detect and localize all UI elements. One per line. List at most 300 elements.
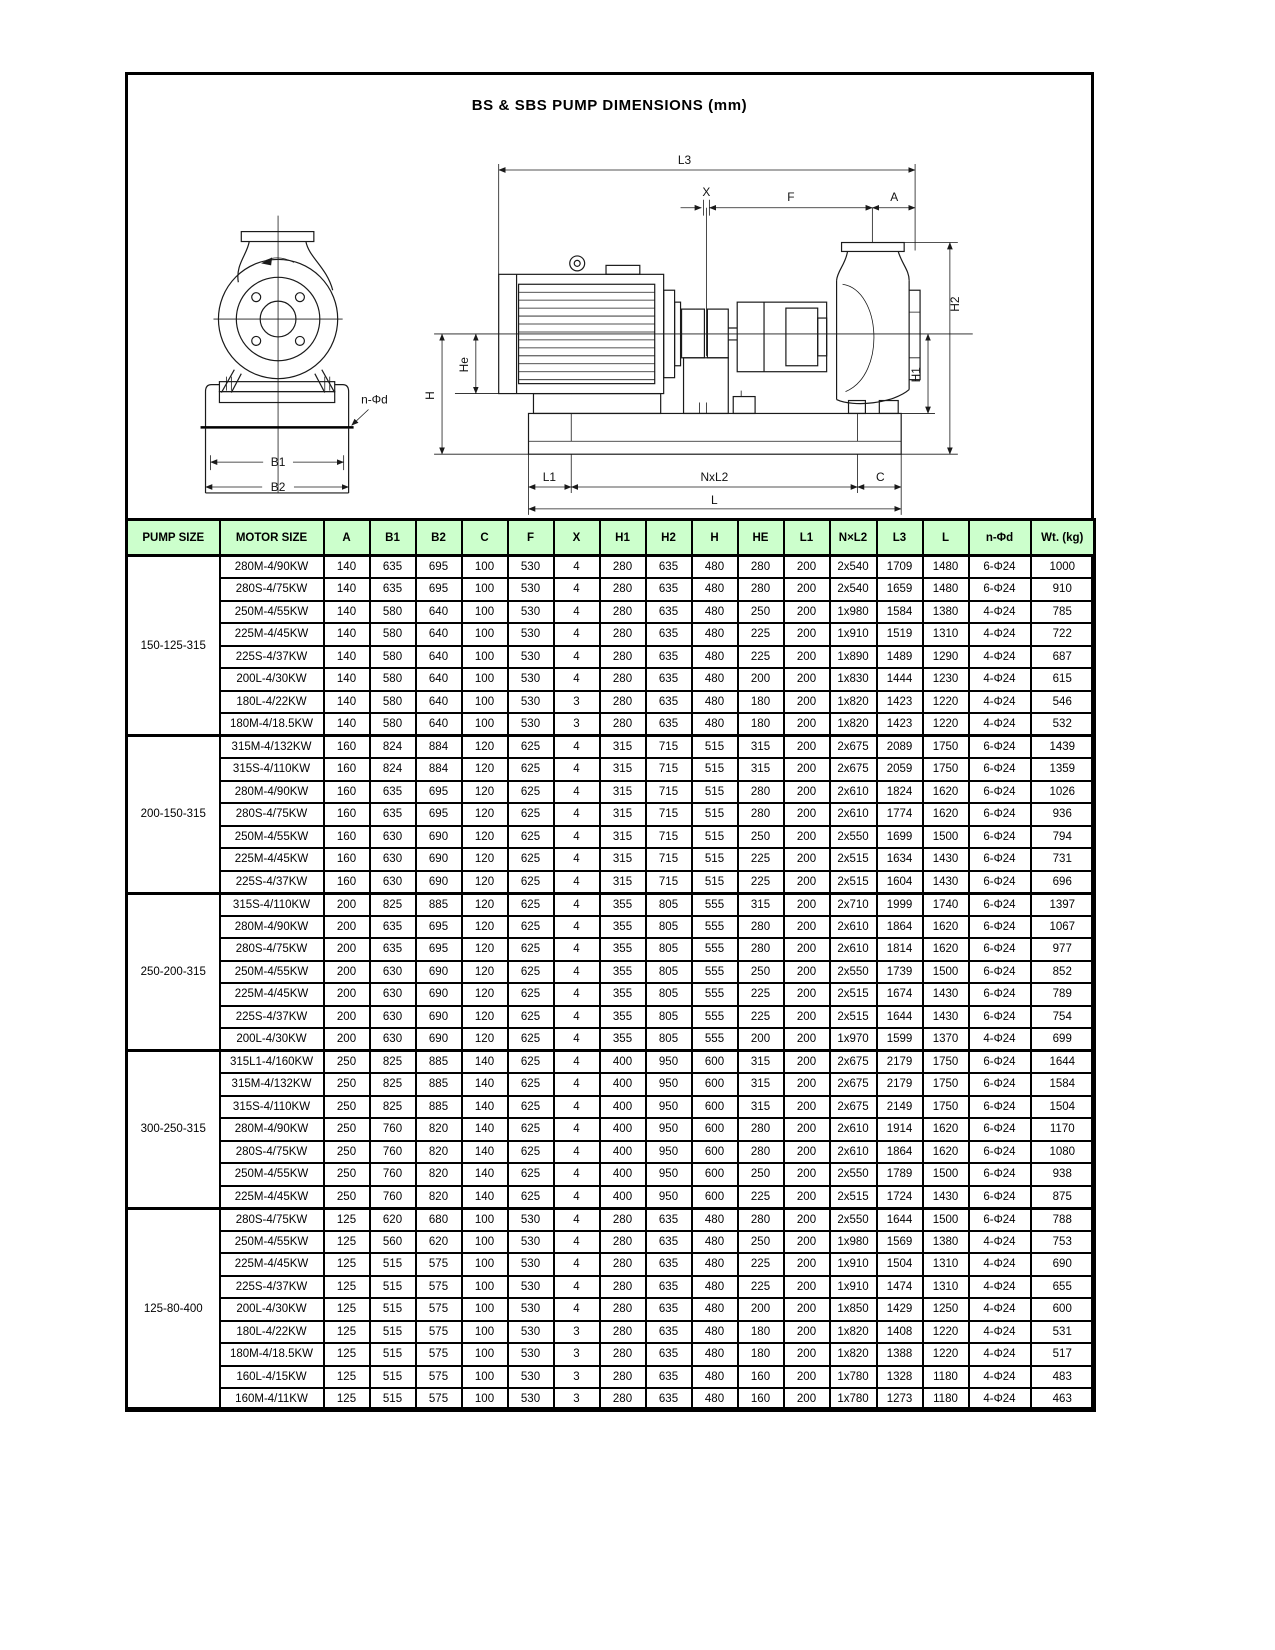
dim-value-cell: 625 [508,893,554,916]
dim-value-cell: 530 [508,601,554,624]
dim-value-cell: 315 [600,736,646,759]
dim-value-cell: 4-Φ24 [969,1388,1031,1411]
dim-value-cell: 6-Φ24 [969,848,1031,871]
dim-value-cell: 125 [324,1253,370,1276]
dim-value-cell: 805 [646,961,692,984]
motor-size-cell: 250M-4/55KW [220,601,324,624]
dim-value-cell: 1180 [923,1366,969,1389]
motor-size-cell: 280S-4/75KW [220,938,324,961]
dim-value-cell: 480 [692,1366,738,1389]
dim-value-cell: 200 [784,713,830,736]
dim-value-cell: 1359 [1031,758,1095,781]
dim-value-cell: 635 [646,1276,692,1299]
dim-value-cell: 1230 [923,668,969,691]
dim-value-cell: 722 [1031,623,1095,646]
dim-value-cell: 200 [784,1118,830,1141]
dim-value-cell: 805 [646,938,692,961]
dim-value-cell: 225 [738,1006,784,1029]
dim-value-cell: 100 [462,1298,508,1321]
column-header: n-Φd [969,520,1031,556]
dim-value-cell: 280 [738,556,784,579]
dim-value-cell: 4-Φ24 [969,1253,1031,1276]
dim-value-cell: 635 [646,713,692,736]
dim-value-cell: 715 [646,736,692,759]
table-row [127,1276,1095,1299]
dim-value-cell: 615 [1031,668,1095,691]
dim-value-cell: 200 [784,871,830,894]
dim-value-cell: 910 [1031,578,1095,601]
dim-value-cell: 754 [1031,1006,1095,1029]
dim-value-cell: 1220 [923,691,969,714]
dim-value-cell: 200 [784,1343,830,1366]
dim-value-cell: 160 [738,1366,784,1389]
dim-value-cell: 120 [462,736,508,759]
dim-value-cell: 140 [324,691,370,714]
dim-value-cell: 200 [784,1366,830,1389]
dim-value-cell: 1290 [923,646,969,669]
dim-value-cell: 3 [554,713,600,736]
dim-label-h1: H1 [909,367,924,383]
dim-value-cell: 1620 [923,938,969,961]
motor-size-cell: 250M-4/55KW [220,1163,324,1186]
motor-size-cell: 225M-4/45KW [220,1186,324,1209]
table-row [127,1366,1095,1389]
dim-value-cell: 635 [646,578,692,601]
dim-value-cell: 160 [324,848,370,871]
dim-value-cell: 2x550 [830,1208,877,1231]
dim-value-cell: 160 [324,781,370,804]
dim-value-cell: 400 [600,1186,646,1209]
dim-value-cell: 480 [692,668,738,691]
dim-value-cell: 715 [646,803,692,826]
dim-value-cell: 699 [1031,1028,1095,1051]
dim-value-cell: 4 [554,803,600,826]
dim-value-cell: 315 [600,803,646,826]
dim-value-cell: 140 [324,646,370,669]
dim-value-cell: 480 [692,623,738,646]
dim-label-c: C [876,470,885,485]
dim-value-cell: 225 [738,871,784,894]
dim-value-cell: 1408 [877,1321,923,1344]
dim-value-cell: 635 [370,803,416,826]
dim-value-cell: 1674 [877,983,923,1006]
dim-value-cell: 1328 [877,1366,923,1389]
dim-value-cell: 315 [738,736,784,759]
motor-size-cell: 225M-4/45KW [220,1253,324,1276]
dim-value-cell: 2x515 [830,983,877,1006]
dim-value-cell: 355 [600,1028,646,1051]
dim-value-cell: 1273 [877,1388,923,1411]
dim-value-cell: 760 [370,1186,416,1209]
dim-value-cell: 225 [738,1253,784,1276]
dim-value-cell: 200 [784,758,830,781]
motor-size-cell: 280M-4/90KW [220,556,324,579]
dim-label-he: He [456,357,471,373]
dim-value-cell: 225 [738,646,784,669]
dim-value-cell: 530 [508,1276,554,1299]
dim-value-cell: 2x610 [830,916,877,939]
dim-value-cell: 1x910 [830,1276,877,1299]
dim-value-cell: 280 [600,556,646,579]
dim-value-cell: 690 [416,1028,462,1051]
dim-value-cell: 280 [600,1231,646,1254]
dim-value-cell: 480 [692,713,738,736]
dim-value-cell: 140 [324,623,370,646]
dim-value-cell: 2149 [877,1096,923,1119]
dim-value-cell: 483 [1031,1366,1095,1389]
table-row [127,1388,1095,1411]
dim-label-x: X [702,184,711,199]
dim-value-cell: 480 [692,601,738,624]
dim-value-cell: 825 [370,1096,416,1119]
dim-value-cell: 315 [600,758,646,781]
table-row [127,826,1095,849]
dim-value-cell: 696 [1031,871,1095,894]
dim-value-cell: 625 [508,758,554,781]
dim-value-cell: 600 [692,1186,738,1209]
dim-value-cell: 805 [646,1028,692,1051]
dim-value-cell: 4 [554,1006,600,1029]
dim-value-cell: 480 [692,1298,738,1321]
column-header: C [462,520,508,556]
dim-value-cell: 2x675 [830,736,877,759]
dim-value-cell: 280 [738,1118,784,1141]
table-row [127,1163,1095,1186]
dim-value-cell: 463 [1031,1388,1095,1411]
motor-size-cell: 315L1-4/160KW [220,1051,324,1074]
dim-value-cell: 1620 [923,803,969,826]
dim-value-cell: 635 [646,623,692,646]
dim-value-cell: 120 [462,1006,508,1029]
dim-value-cell: 530 [508,1388,554,1411]
dim-value-cell: 280 [600,1298,646,1321]
dim-value-cell: 355 [600,1006,646,1029]
dim-value-cell: 625 [508,1096,554,1119]
dim-value-cell: 250 [738,1231,784,1254]
dim-value-cell: 315 [738,1096,784,1119]
dim-value-cell: 625 [508,803,554,826]
dim-value-cell: 625 [508,983,554,1006]
dim-value-cell: 630 [370,848,416,871]
pump-size-cell: 200-150-315 [127,736,220,894]
dim-value-cell: 1500 [923,961,969,984]
dim-value-cell: 480 [692,556,738,579]
dim-value-cell: 825 [370,1051,416,1074]
dim-value-cell: 1519 [877,623,923,646]
table-row [127,1141,1095,1164]
motor-size-cell: 250M-4/55KW [220,961,324,984]
dim-value-cell: 555 [692,938,738,961]
dim-value-cell: 3 [554,1343,600,1366]
dim-value-cell: 530 [508,646,554,669]
column-header: N×L2 [830,520,877,556]
dim-value-cell: 2x610 [830,781,877,804]
dim-value-cell: 600 [692,1141,738,1164]
dim-value-cell: 1999 [877,893,923,916]
dim-value-cell: 6-Φ24 [969,1051,1031,1074]
dim-value-cell: 200 [324,1006,370,1029]
dim-value-cell: 200 [784,1276,830,1299]
dim-value-cell: 625 [508,1186,554,1209]
dim-value-cell: 480 [692,1253,738,1276]
dim-value-cell: 200 [784,1006,830,1029]
dim-value-cell: 200 [784,1051,830,1074]
dim-value-cell: 640 [416,668,462,691]
dim-value-cell: 280 [600,1253,646,1276]
dim-value-cell: 625 [508,1141,554,1164]
dim-value-cell: 625 [508,781,554,804]
dim-value-cell: 4 [554,578,600,601]
dim-value-cell: 180 [738,1343,784,1366]
dim-value-cell: 1504 [877,1253,923,1276]
dim-value-cell: 200 [738,668,784,691]
dim-value-cell: 530 [508,1366,554,1389]
sheet-frame [125,72,1094,1410]
dim-value-cell: 530 [508,578,554,601]
pump-size-cell: 125-80-400 [127,1208,220,1411]
dim-value-cell: 515 [692,781,738,804]
dim-value-cell: 100 [462,556,508,579]
dim-value-cell: 6-Φ24 [969,781,1031,804]
dim-value-cell: 280 [600,1321,646,1344]
dim-value-cell: 100 [462,1321,508,1344]
dim-value-cell: 825 [370,893,416,916]
dim-value-cell: 635 [646,691,692,714]
dim-value-cell: 480 [692,1388,738,1411]
column-header: Wt. (kg) [1031,520,1095,556]
table-row [127,668,1095,691]
dim-value-cell: 4 [554,826,600,849]
dim-label-l3: L3 [677,153,692,168]
dim-value-cell: 530 [508,1321,554,1344]
dim-value-cell: 515 [692,871,738,894]
dim-value-cell: 635 [370,556,416,579]
dim-value-cell: 125 [324,1343,370,1366]
motor-size-cell: 315S-4/110KW [220,1096,324,1119]
dim-value-cell: 120 [462,871,508,894]
dim-value-cell: 635 [646,1231,692,1254]
dim-value-cell: 640 [416,713,462,736]
dim-value-cell: 805 [646,916,692,939]
table-row [127,1253,1095,1276]
table-row [127,781,1095,804]
dim-value-cell: 1080 [1031,1141,1095,1164]
dim-value-cell: 1740 [923,893,969,916]
dim-value-cell: 180 [738,691,784,714]
dim-value-cell: 1370 [923,1028,969,1051]
dim-value-cell: 515 [692,826,738,849]
dim-value-cell: 4 [554,871,600,894]
dim-value-cell: 200 [784,623,830,646]
dim-value-cell: 950 [646,1141,692,1164]
dim-value-cell: 625 [508,1051,554,1074]
table-row [127,736,1095,759]
table-row [127,1028,1095,1051]
motor-size-cell: 280S-4/75KW [220,803,324,826]
dim-value-cell: 4 [554,1028,600,1051]
dim-value-cell: 4-Φ24 [969,601,1031,624]
dim-value-cell: 100 [462,1208,508,1231]
dim-value-cell: 635 [646,1321,692,1344]
dim-value-cell: 4 [554,623,600,646]
dim-value-cell: 530 [508,1343,554,1366]
dim-value-cell: 530 [508,1298,554,1321]
dim-value-cell: 250 [738,961,784,984]
dim-value-cell: 1220 [923,1321,969,1344]
dim-value-cell: 515 [692,758,738,781]
dim-value-cell: 785 [1031,601,1095,624]
dim-value-cell: 515 [370,1388,416,1411]
table-row [127,1321,1095,1344]
dim-value-cell: 515 [370,1276,416,1299]
dim-value-cell: 140 [324,601,370,624]
dim-value-cell: 200 [784,1096,830,1119]
motor-size-cell: 200L-4/30KW [220,1028,324,1051]
dim-value-cell: 1x850 [830,1298,877,1321]
dim-value-cell: 1620 [923,1118,969,1141]
dim-value-cell: 315 [738,893,784,916]
dim-value-cell: 160 [738,1388,784,1411]
dim-value-cell: 820 [416,1141,462,1164]
column-header: MOTOR SIZE [220,520,324,556]
dim-value-cell: 695 [416,803,462,826]
dim-value-cell: 400 [600,1096,646,1119]
dim-value-cell: 280 [600,623,646,646]
dim-value-cell: 1644 [877,1006,923,1029]
dim-value-cell: 480 [692,1276,738,1299]
motor-size-cell: 180M-4/18.5KW [220,1343,324,1366]
motor-size-cell: 180L-4/22KW [220,1321,324,1344]
dim-value-cell: 480 [692,1208,738,1231]
dim-value-cell: 1x820 [830,691,877,714]
dim-value-cell: 280 [738,1141,784,1164]
dim-value-cell: 200 [324,916,370,939]
dim-value-cell: 4 [554,1163,600,1186]
dim-value-cell: 6-Φ24 [969,893,1031,916]
dim-value-cell: 120 [462,916,508,939]
dim-value-cell: 788 [1031,1208,1095,1231]
motor-size-cell: 225M-4/45KW [220,983,324,1006]
dim-value-cell: 280 [600,713,646,736]
table-row [127,1231,1095,1254]
motor-size-cell: 280M-4/90KW [220,781,324,804]
motor-size-cell: 315M-4/132KW [220,1073,324,1096]
dim-value-cell: 753 [1031,1231,1095,1254]
dim-value-cell: 820 [416,1118,462,1141]
dim-value-cell: 225 [738,1276,784,1299]
dim-value-cell: 4 [554,601,600,624]
dim-value-cell: 580 [370,623,416,646]
dim-value-cell: 580 [370,691,416,714]
dim-value-cell: 6-Φ24 [969,1118,1031,1141]
dim-value-cell: 1026 [1031,781,1095,804]
table-row [127,848,1095,871]
dim-value-cell: 200 [784,781,830,804]
dim-value-cell: 630 [370,1006,416,1029]
dim-value-cell: 1750 [923,1051,969,1074]
dim-value-cell: 580 [370,601,416,624]
dim-value-cell: 100 [462,623,508,646]
motor-size-cell: 280S-4/75KW [220,1208,324,1231]
dim-value-cell: 1430 [923,983,969,1006]
dim-value-cell: 280 [600,668,646,691]
dim-value-cell: 687 [1031,646,1095,669]
table-row [127,691,1095,714]
table-row [127,1343,1095,1366]
dim-value-cell: 625 [508,1006,554,1029]
dim-value-cell: 1x980 [830,601,877,624]
dim-value-cell: 4 [554,1298,600,1321]
dim-value-cell: 6-Φ24 [969,758,1031,781]
column-header: HE [738,520,784,556]
table-row [127,961,1095,984]
dim-value-cell: 315 [600,871,646,894]
dim-value-cell: 4 [554,1141,600,1164]
dim-label-b2: B2 [270,479,286,494]
dim-value-cell: 180 [738,1321,784,1344]
dim-value-cell: 280 [600,601,646,624]
table-row [127,916,1095,939]
dim-value-cell: 1429 [877,1298,923,1321]
dim-value-cell: 1750 [923,1073,969,1096]
dim-value-cell: 4 [554,916,600,939]
dim-value-cell: 1250 [923,1298,969,1321]
dim-value-cell: 140 [462,1118,508,1141]
dim-value-cell: 1444 [877,668,923,691]
dim-value-cell: 6-Φ24 [969,1186,1031,1209]
dim-value-cell: 575 [416,1298,462,1321]
dim-value-cell: 225 [738,1186,784,1209]
column-header: A [324,520,370,556]
dim-value-cell: 515 [370,1321,416,1344]
table-head [127,520,1095,556]
dim-value-cell: 635 [370,916,416,939]
dim-value-cell: 140 [462,1051,508,1074]
dim-value-cell: 6-Φ24 [969,826,1031,849]
dim-value-cell: 4-Φ24 [969,1028,1031,1051]
dim-value-cell: 125 [324,1388,370,1411]
dim-value-cell: 225 [738,983,784,1006]
dim-value-cell: 315 [600,826,646,849]
dim-value-cell: 1604 [877,871,923,894]
dim-value-cell: 1423 [877,713,923,736]
table-row [127,983,1095,1006]
dim-value-cell: 805 [646,983,692,1006]
dim-value-cell: 225 [738,623,784,646]
motor-size-cell: 315S-4/110KW [220,893,324,916]
dim-value-cell: 560 [370,1231,416,1254]
dim-value-cell: 2x515 [830,1186,877,1209]
dim-value-cell: 4 [554,961,600,984]
table-row [127,1298,1095,1321]
dim-value-cell: 635 [646,556,692,579]
dim-value-cell: 1500 [923,1208,969,1231]
motor-size-cell: 280S-4/75KW [220,578,324,601]
dim-value-cell: 315 [738,1073,784,1096]
dim-value-cell: 4-Φ24 [969,1298,1031,1321]
dim-value-cell: 600 [692,1118,738,1141]
dim-value-cell: 1504 [1031,1096,1095,1119]
dim-value-cell: 2x710 [830,893,877,916]
column-header: L [923,520,969,556]
dim-value-cell: 805 [646,893,692,916]
dim-value-cell: 575 [416,1276,462,1299]
dim-value-cell: 125 [324,1298,370,1321]
dim-value-cell: 884 [416,758,462,781]
dim-value-cell: 280 [600,1343,646,1366]
dim-value-cell: 200 [784,916,830,939]
dim-value-cell: 140 [462,1186,508,1209]
